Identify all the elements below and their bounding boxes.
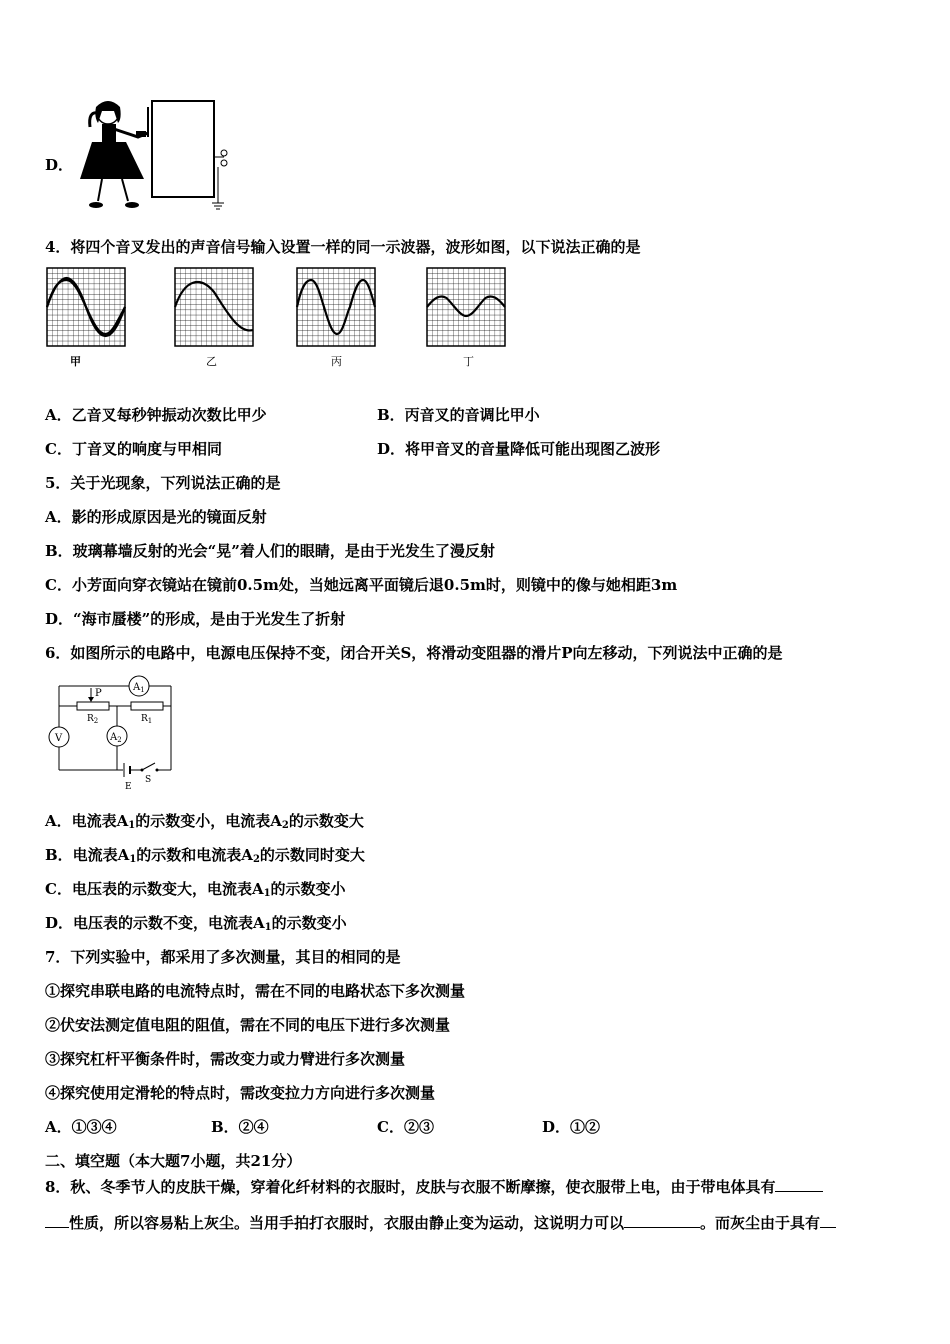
q8-blank-3[interactable] <box>820 1213 836 1228</box>
q6-option-b: B．电流表$A_1$的示数和电流表$A_2$的示数同时变大 <box>45 846 365 865</box>
q7-item-3: ③探究杠杆平衡条件时，需改变力或力臂进行多次测量 <box>45 1050 406 1068</box>
osc-label-bing: 丙 <box>331 355 342 368</box>
q7-option-c: C．②③ <box>377 1118 434 1136</box>
meter-a1-label: $A_1$ <box>133 682 145 694</box>
q5-option-d: D．“海市蜃楼”的形成，是由于光发生了折射 <box>45 610 346 628</box>
q8-blank-1a[interactable] <box>775 1177 823 1192</box>
osc-label-ding: 丁 <box>463 355 474 368</box>
osc-label-jia: 甲 <box>70 355 81 368</box>
q5-stem: 5．关于光现象，下列说法正确的是 <box>45 474 281 492</box>
q6-stem: 6．如图所示的电路中，电源电压保持不变，闭合开关S，将滑动变阻器的滑片P向左移动，下列说法中正确的是 <box>45 644 783 662</box>
r2-label: $R_2$ <box>87 714 99 725</box>
q7-item-1: ①探究串联电路的电流特点时，需在不同的电路状态下多次测量 <box>45 982 466 1000</box>
slider-p-label: P <box>95 688 102 699</box>
q4-option-d: D．将甲音叉的音量降低可能出现图乙波形 <box>377 440 661 458</box>
q8-blank-2[interactable] <box>624 1213 700 1228</box>
battery-e-label: E <box>125 782 132 792</box>
q4-oscilloscope-figures <box>45 266 515 370</box>
q8-blank-1b[interactable] <box>45 1213 69 1228</box>
q5-option-a: A．影的形成原因是光的镜面反射 <box>45 508 267 526</box>
q6-option-c: C．电压表的示数变大，电流表$A_1$的示数变小 <box>45 880 346 899</box>
q7-option-d: D．①② <box>542 1118 601 1136</box>
osc-screen-yi <box>175 268 253 346</box>
q4-option-c: C．丁音叉的响度与甲相同 <box>45 440 222 458</box>
q4-option-a: A．乙音叉每秒钟振动次数比甲少 <box>45 406 267 424</box>
q7-item-2: ②伏安法测定值电阻的阻值，需在不同的电压下进行多次测量 <box>45 1016 451 1034</box>
q7-stem: 7．下列实验中，都采用了多次测量，其目的相同的是 <box>45 948 401 966</box>
meter-a2-label: $A_2$ <box>110 732 122 744</box>
q3-option-d-label: D． <box>45 156 74 174</box>
q7-item-4: ④探究使用定滑轮的特点时，需改变拉力方向进行多次测量 <box>45 1084 436 1102</box>
q5-option-c: C．小芳面向穿衣镜站在镜前0.5m处，当她远离平面镜后退0.5m时，则镜中的像与她相距3m <box>45 576 678 594</box>
osc-screen-bing <box>297 268 375 346</box>
q5-option-b: B．玻璃幕墙反射的光会“晃”着人们的眼睛，是由于光发生了漫反射 <box>45 542 495 560</box>
q8-line-2: 性质，所以容易粘上灰尘。当用手拍打衣服时，衣服由静止变为运动，这说明力可以 。而灰尘由于具有 <box>45 1212 836 1233</box>
q4-stem: 4．将四个音叉发出的声音信号输入设置一样的同一示波器，波形如图，以下说法正确的是 <box>45 238 641 256</box>
osc-label-yi: 乙 <box>206 355 217 368</box>
q6-option-d: D．电压表的示数不变，电流表$A_1$的示数变小 <box>45 914 347 933</box>
osc-screen-jia <box>47 268 125 346</box>
q6-option-a: A．电流表$A_1$的示数变小，电流表$A_2$的示数变大 <box>45 812 364 831</box>
osc-screen-ding <box>427 268 505 346</box>
section-2-heading: 二、填空题（本大题7小题，共21分） <box>45 1152 302 1170</box>
q4-option-b: B．丙音叉的音调比甲小 <box>377 406 540 424</box>
q8-line-1: 8．秋、冬季节人的皮肤干燥，穿着化纤材料的衣服时，皮肤与衣服不断摩擦，使衣服带上电，由于带电体具有 <box>45 1176 823 1197</box>
q7-option-a: A．①③④ <box>45 1118 117 1136</box>
r1-label: $R_1$ <box>141 714 153 725</box>
meter-v-label: V <box>55 733 63 744</box>
switch-s-label: S <box>145 775 152 785</box>
q7-option-b: B．②④ <box>211 1118 269 1136</box>
q6-circuit-diagram <box>45 674 185 794</box>
q3-option-d-figure <box>78 97 238 215</box>
